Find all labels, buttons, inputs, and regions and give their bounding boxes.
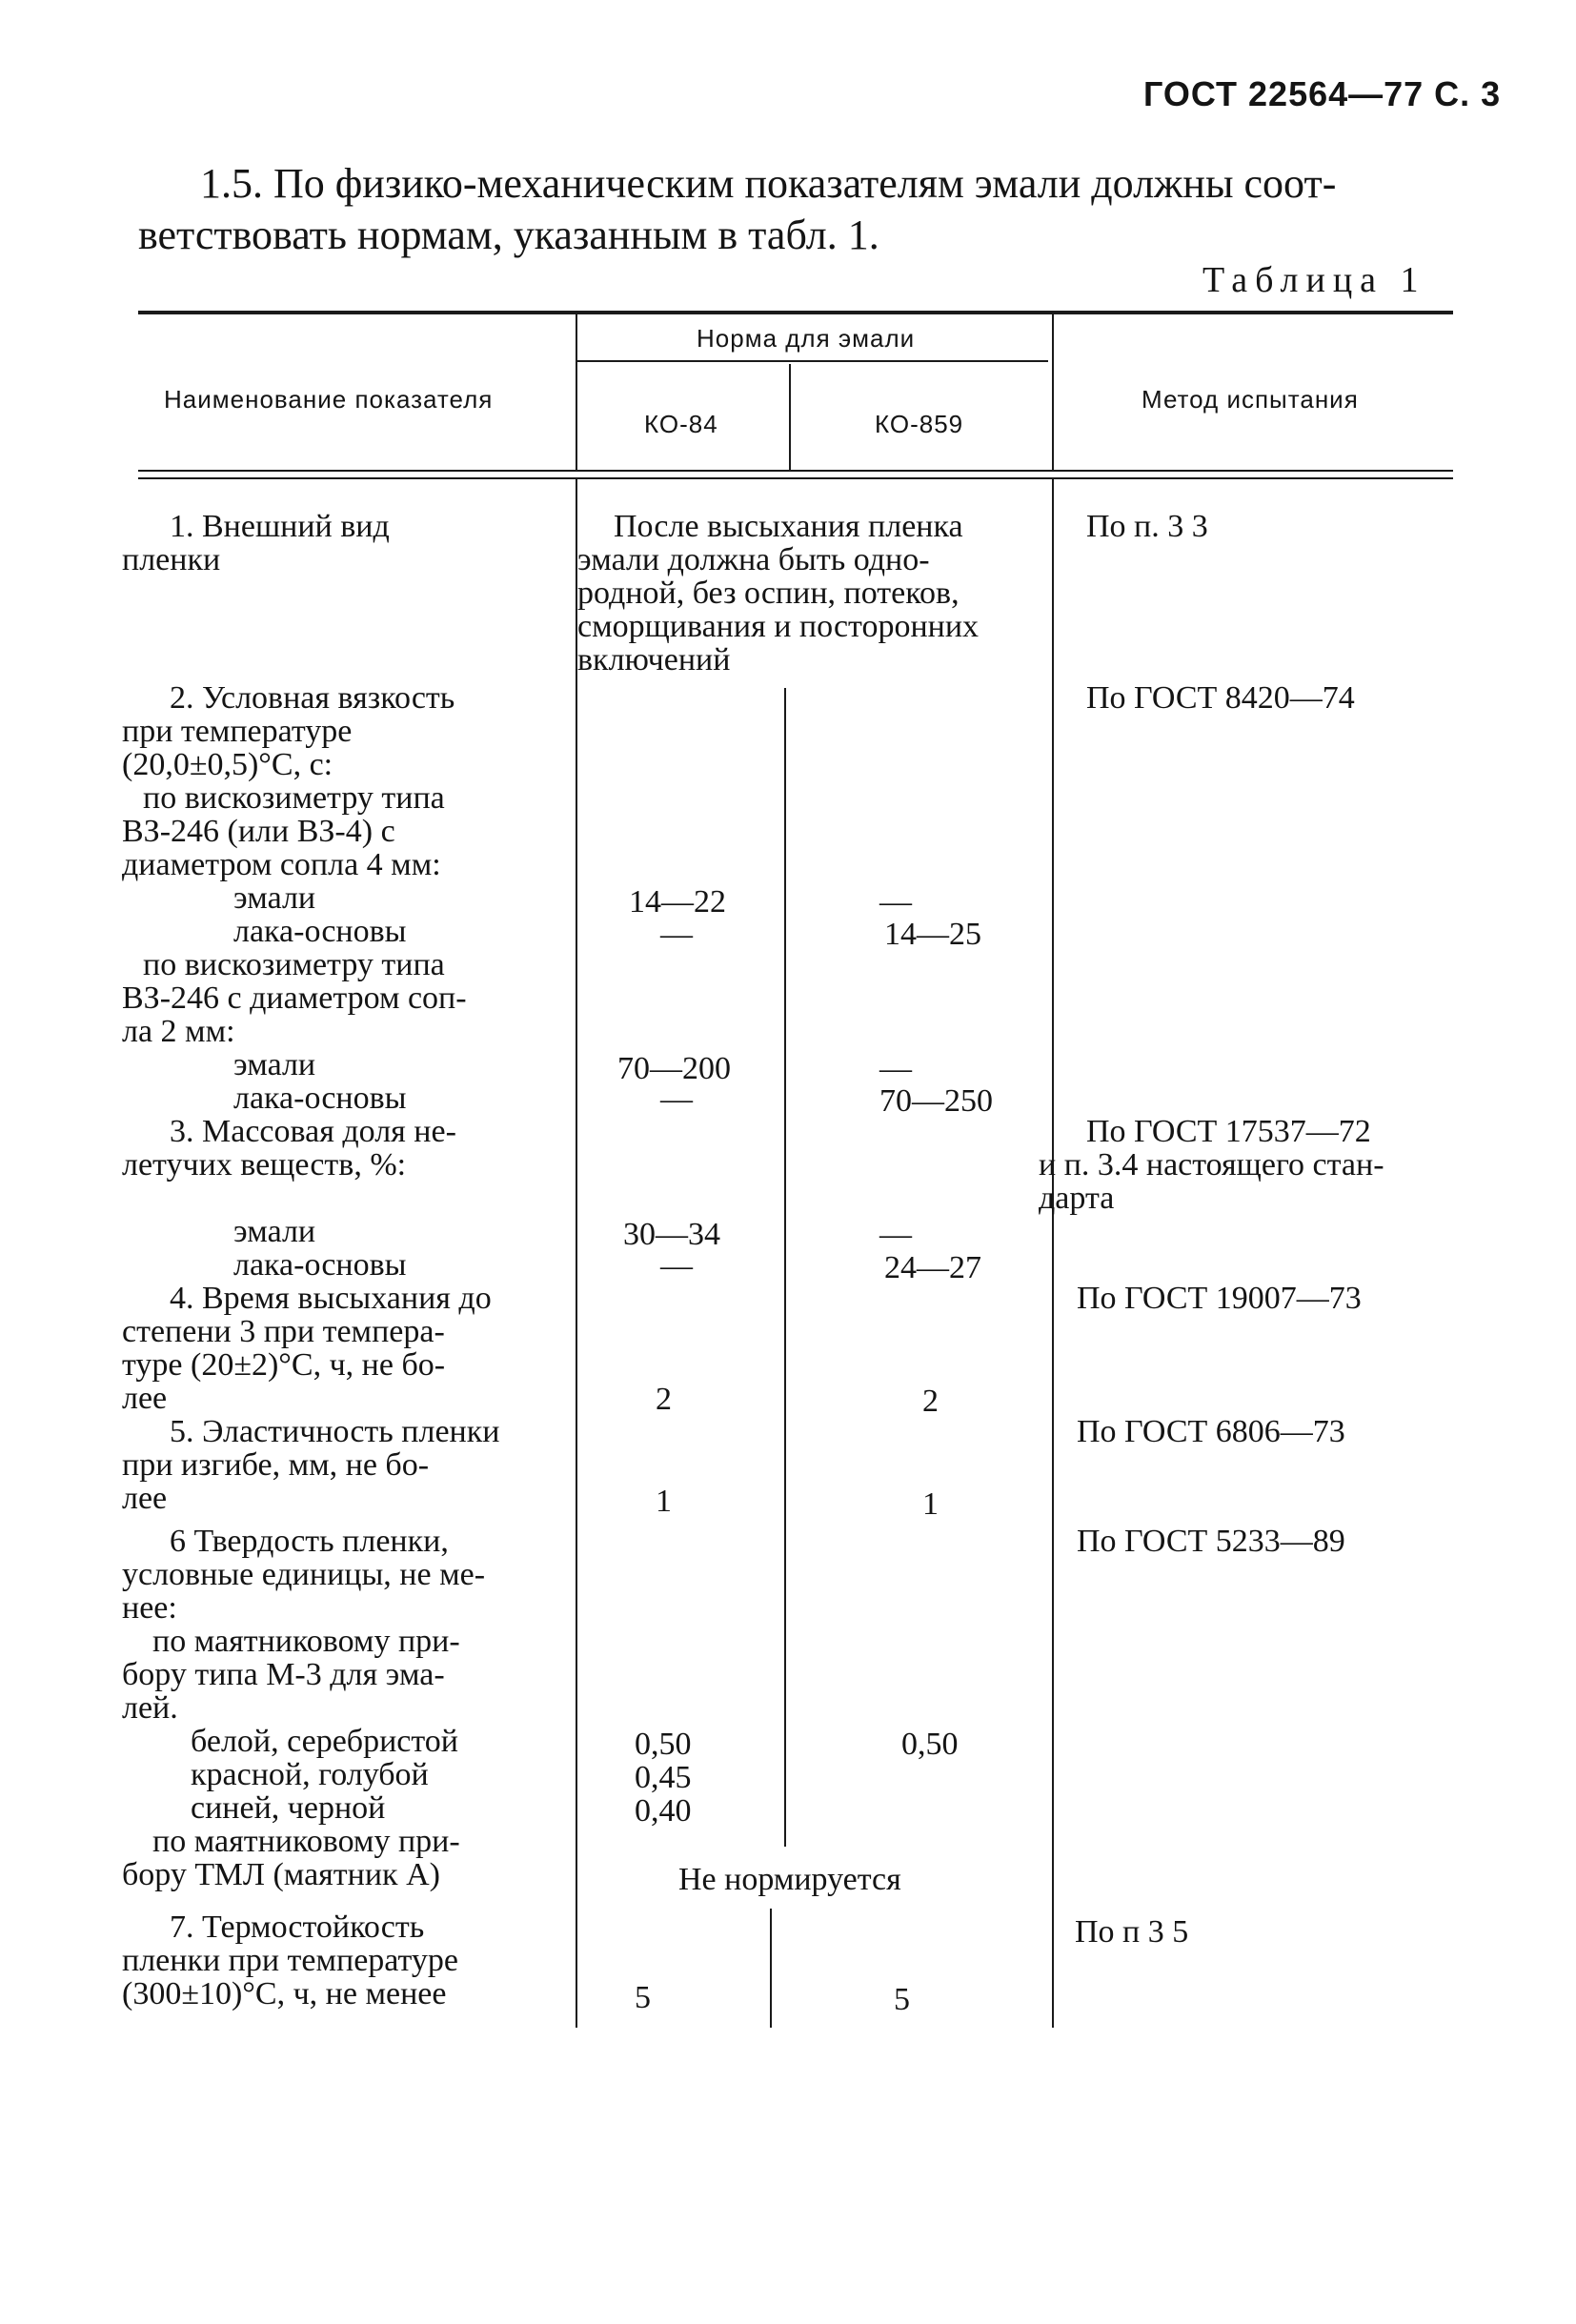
row2-name-line1: 2. Условная вязкость <box>170 680 455 716</box>
row6-name-line1: 6 Твердость пленки, <box>170 1524 449 1559</box>
row7-ko859-value: 5 <box>894 1982 910 2017</box>
paragraph-line-2: ветствовать нормам, указанным в табл. 1. <box>138 212 879 258</box>
row4-ko859-value: 2 <box>922 1384 939 1419</box>
row2-name-line5: ВЗ-246 (или ВЗ-4) с <box>122 814 395 849</box>
norm-subheader-rule <box>577 360 1048 362</box>
row7-name-line2: пленки при температуре <box>122 1943 459 1978</box>
paragraph-line-1: 1.5. По физико-механическим показателям эмали должны соот- <box>200 160 1337 207</box>
row7-name-line1: 7. Термостойкость <box>170 1910 425 1945</box>
row5-ko84-value: 1 <box>656 1484 672 1519</box>
row4-method: По ГОСТ 19007—73 <box>1077 1281 1362 1316</box>
row2-name-line8: лака-основы <box>233 914 407 949</box>
row2-name-line11: ла 2 мм: <box>122 1014 235 1049</box>
row2-ko84-value-1: 14—22 <box>629 884 726 919</box>
row5-ko859-value: 1 <box>922 1486 939 1522</box>
row2-ko84-value-2: — <box>660 917 693 952</box>
header-divider-right <box>1052 314 1054 470</box>
table-top-rule <box>138 311 1453 314</box>
row3-name-line2: летучих веществ, %: <box>122 1147 407 1182</box>
row1-merged-line4: сморщивания и посторонних <box>577 609 980 644</box>
row6-ko84-value-1: 0,50 <box>635 1727 692 1762</box>
row2-name-line4: по вискозиметру типа <box>143 780 445 816</box>
table-header-rule-2 <box>138 477 1453 479</box>
row1-merged-line2: эмали должна быть одно- <box>577 542 930 577</box>
row6-name-line3: нее: <box>122 1590 177 1626</box>
row6-name-line11: бору ТМЛ (маятник А) <box>122 1857 440 1892</box>
row2-ko859-value-1: — <box>879 884 912 919</box>
column-header-method: Метод испытания <box>1142 385 1359 414</box>
row6-name-line8: красной, голубой <box>191 1757 429 1792</box>
row2-name-line12: эмали <box>233 1047 316 1082</box>
row2-name-line9: по вискозиметру типа <box>143 947 445 982</box>
row4-name-line4: лее <box>122 1381 168 1416</box>
column-header-ko859: КО-859 <box>875 410 964 438</box>
row2-name-line10: ВЗ-246 с диаметром соп- <box>122 980 467 1016</box>
row2-ko84-value-4: — <box>660 1081 693 1117</box>
table-header-rule-1 <box>138 470 1453 472</box>
body-divider-mid-upper <box>784 688 786 1847</box>
row6-name-line7: белой, серебристой <box>191 1724 458 1759</box>
row6-merged-value: Не нормируется <box>678 1862 901 1897</box>
body-divider-mid-lower <box>770 1909 772 2028</box>
column-header-norm: Норма для эмали <box>697 324 916 353</box>
column-header-ko84: КО-84 <box>644 410 718 438</box>
row2-name-line3: (20,0±0,5)°С, с: <box>122 747 333 782</box>
running-header: ГОСТ 22564—77 С. 3 <box>1143 74 1502 113</box>
row3-ko84-value-2: — <box>660 1248 693 1283</box>
row3-method-line3: дарта <box>1039 1181 1115 1216</box>
row4-name-line2: степени 3 при темпера- <box>122 1314 445 1349</box>
row2-name-line7: эмали <box>233 880 316 916</box>
row2-ko859-value-3: — <box>879 1051 912 1086</box>
row5-method: По ГОСТ 6806—73 <box>1077 1414 1345 1449</box>
row2-name-line2: при температуре <box>122 714 353 749</box>
row4-name-line3: туре (20±2)°С, ч, не бо- <box>122 1347 446 1383</box>
row2-ko859-value-2: 14—25 <box>884 917 981 952</box>
row3-ko859-value-1: — <box>879 1217 912 1252</box>
header-divider-left <box>576 314 577 470</box>
row7-name-line3: (300±10)°С, ч, не менее <box>122 1976 447 2011</box>
body-divider-right <box>1052 479 1054 2028</box>
row4-name-line1: 4. Время высыхания до <box>170 1281 492 1316</box>
row3-name-line4: лака-основы <box>233 1247 407 1283</box>
row6-method: По ГОСТ 5233—89 <box>1077 1524 1345 1559</box>
row3-method-line1: По ГОСТ 17537—72 <box>1086 1114 1371 1149</box>
row3-ko84-value-1: 30—34 <box>623 1217 720 1252</box>
row3-name-line1: 3. Массовая доля не- <box>170 1114 456 1149</box>
row2-method: По ГОСТ 8420—74 <box>1086 680 1355 716</box>
row6-name-line4: по маятниковому при- <box>152 1624 460 1659</box>
row5-name-line2: при изгибе, мм, не бо- <box>122 1447 430 1483</box>
body-divider-left <box>576 479 577 2028</box>
column-header-name: Наименование показателя <box>164 385 494 414</box>
row1-merged-line1: После высыхания пленка <box>614 509 963 544</box>
row2-name-line13: лака-основы <box>233 1081 407 1116</box>
row5-name-line3: лее <box>122 1481 168 1516</box>
row1-merged-line5: включений <box>577 642 731 677</box>
row6-ko84-value-2: 0,45 <box>635 1760 692 1795</box>
row5-name-line1: 5. Эластичность пленки <box>170 1414 500 1449</box>
row1-method: По п. 3 3 <box>1086 509 1208 544</box>
row2-ko859-value-4: 70—250 <box>879 1083 993 1119</box>
row6-name-line10: по маятниковому при- <box>152 1824 460 1859</box>
row3-ko859-value-2: 24—27 <box>884 1250 981 1285</box>
row3-method-line2: и п. 3.4 настоящего стан- <box>1039 1147 1384 1182</box>
row1-merged-line3: родной, без оспин, потеков, <box>577 576 960 611</box>
row1-name-line1: 1. Внешний вид <box>170 509 390 544</box>
table-caption: Таблица 1 <box>1202 260 1426 300</box>
header-divider-mid <box>789 364 791 470</box>
row6-ko84-value-3: 0,40 <box>635 1793 692 1829</box>
row7-method: По п 3 5 <box>1075 1914 1189 1950</box>
row6-ko859-value-1: 0,50 <box>901 1727 959 1762</box>
row3-name-line3: эмали <box>233 1214 316 1249</box>
row1-name-line2: пленки <box>122 542 221 577</box>
row4-ko84-value: 2 <box>656 1382 672 1417</box>
row6-name-line2: условные единицы, не ме- <box>122 1557 486 1592</box>
row6-name-line5: бору типа М-3 для эма- <box>122 1657 445 1692</box>
row6-name-line6: лей. <box>122 1690 178 1726</box>
row2-ko84-value-3: 70—200 <box>617 1051 731 1086</box>
row7-ko84-value: 5 <box>635 1980 651 2015</box>
row6-name-line9: синей, черной <box>191 1790 386 1826</box>
row2-name-line6: диаметром сопла 4 мм: <box>122 847 441 882</box>
